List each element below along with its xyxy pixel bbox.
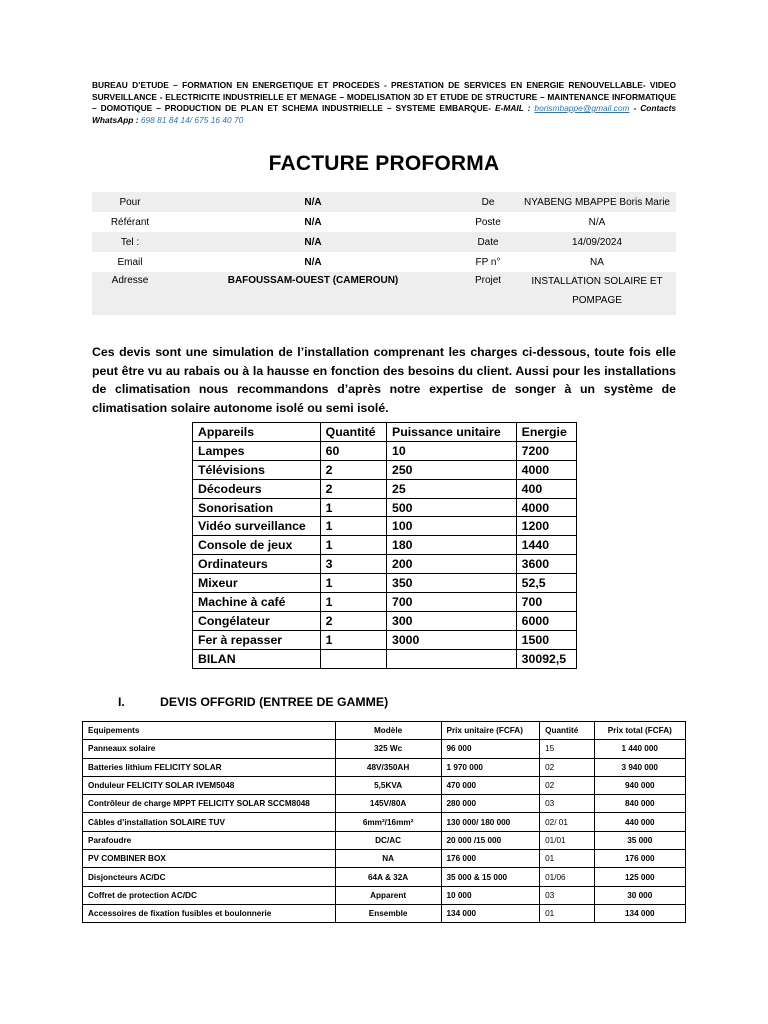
cell-prix-unitaire: 35 000 & 15 000	[441, 868, 540, 886]
devis-table	[82, 721, 686, 923]
projet-value	[518, 272, 676, 315]
cell-energie: 1500	[516, 630, 576, 649]
cell-equipement: Onduleur FELICITY SOLAR IVEM5048	[83, 776, 336, 794]
projet-value-line-1: INSTALLATION SOLAIRE ET	[531, 276, 663, 287]
section-heading	[118, 695, 388, 709]
cell-appareil: Console de jeux	[193, 536, 321, 555]
cell-puissance: 350	[387, 574, 517, 593]
cell-energie: 700	[516, 593, 576, 612]
table-row	[193, 517, 577, 536]
cell-quantite: 1	[320, 574, 386, 593]
company-activities: BUREAU D’ETUDE – FORMATION EN ENERGETIQUE ET PROCEDES - PRESTATION DE SERVICES EN ENERGIE RENOUVELLABLE- VIDEO SURVEILLANCE - ELECTRICITE INDUSTRIELLE ET MENAGE – MODELISATION 3D ET ETUDE DE STRUCTURE – MAINTENANCE INFORMATIQUE – DOMOTIQUE – PRODUCTION DE PLAN ET SCHEMA INDUSTRIELLE – SYSTEME EMBARQUE-	[92, 80, 676, 113]
cell-modele: Ensemble	[335, 904, 441, 922]
table-row	[83, 868, 686, 886]
cell-appareil: Ordinateurs	[193, 555, 321, 574]
cell-quantite: 01/06	[540, 868, 594, 886]
cell-quantite: 1	[320, 536, 386, 555]
appliances-body	[193, 441, 577, 668]
cell-prix-unitaire: 130 000/ 180 000	[441, 813, 540, 831]
cell-equipement: Batteries lithium FELICITY SOLAR	[83, 758, 336, 776]
col-header-prix-total: Prix total (FCFA)	[594, 722, 685, 740]
cell-puissance	[387, 649, 517, 668]
cell-prix-unitaire: 176 000	[441, 850, 540, 868]
email-field-label: Email	[117, 256, 143, 268]
email-link[interactable]: borismbappe@gmail.com	[534, 103, 630, 113]
page-title: FACTURE PROFORMA	[268, 152, 500, 175]
info-table	[92, 192, 676, 315]
cell-appareil: Congélateur	[193, 611, 321, 630]
cell-prix-unitaire: 96 000	[441, 740, 540, 758]
cell-equipement: Coffret de protection AC/DC	[83, 886, 336, 904]
cell-puissance: 500	[387, 498, 517, 517]
pour-label: Pour	[92, 192, 168, 212]
cell-quantite: 03	[540, 795, 594, 813]
cell-quantite: 1	[320, 498, 386, 517]
table-row	[83, 776, 686, 794]
cell-quantite: 1	[320, 517, 386, 536]
date-label: Date	[458, 232, 518, 252]
cell-equipement: Contrôleur de charge MPPT FELICITY SOLAR SCCM8048	[83, 795, 336, 813]
table-row	[193, 555, 577, 574]
table-row	[83, 904, 686, 922]
cell-prix-total: 1 440 000	[594, 740, 685, 758]
cell-puissance: 25	[387, 479, 517, 498]
poste-value: N/A	[588, 216, 606, 228]
cell-equipement: PV COMBINER BOX	[83, 850, 336, 868]
cell-puissance: 100	[387, 517, 517, 536]
cell-equipement: Panneaux solaire	[83, 740, 336, 758]
cell-appareil: Fer à repasser	[193, 630, 321, 649]
referant-value: N/A	[304, 216, 322, 228]
col-header-appareils: Appareils	[193, 423, 321, 442]
intro-paragraph: Ces devis sont une simulation de l’installation comprenant les charges ci-dessous, toute fois elle peut être vu au rabais ou à la hausse en fonction des besoins du client. Aussi pour les installations de climatisation nous recommandons d’après notre expertise de songer à un système de climatisation solaire autonome isolé ou semi isolé.	[92, 345, 676, 415]
tel-value: N/A	[168, 232, 458, 252]
section-number: I.	[118, 695, 125, 709]
cell-prix-total: 840 000	[594, 795, 685, 813]
cell-prix-total: 3 940 000	[594, 758, 685, 776]
cell-puissance: 700	[387, 593, 517, 612]
info-row	[92, 272, 676, 315]
cell-puissance: 10	[387, 441, 517, 460]
cell-equipement: Disjoncteurs AC/DC	[83, 868, 336, 886]
table-row	[193, 649, 577, 668]
cell-energie: 1440	[516, 536, 576, 555]
cell-quantite	[320, 649, 386, 668]
cell-modele: 64A & 32A	[335, 868, 441, 886]
email-label: E-MAIL :	[495, 103, 531, 113]
cell-energie: 400	[516, 479, 576, 498]
company-header	[92, 80, 676, 126]
info-row	[92, 232, 676, 252]
table-header-row	[193, 423, 577, 442]
cell-energie: 3600	[516, 555, 576, 574]
cell-puissance: 200	[387, 555, 517, 574]
cell-puissance: 300	[387, 611, 517, 630]
cell-energie: 30092,5	[516, 649, 576, 668]
cell-puissance: 180	[387, 536, 517, 555]
table-row	[193, 460, 577, 479]
table-row	[193, 593, 577, 612]
table-row	[193, 536, 577, 555]
cell-energie: 52,5	[516, 574, 576, 593]
tel-label: Tel :	[92, 232, 168, 252]
cell-appareil: Machine à café	[193, 593, 321, 612]
cell-prix-unitaire: 134 000	[441, 904, 540, 922]
table-row	[193, 611, 577, 630]
table-row	[193, 630, 577, 649]
contacts-label: - Contacts WhatsApp :	[92, 103, 677, 125]
cell-appareil: Vidéo surveillance	[193, 517, 321, 536]
table-row	[193, 479, 577, 498]
cell-modele: NA	[335, 850, 441, 868]
cell-quantite: 2	[320, 479, 386, 498]
cell-appareil: Télévisions	[193, 460, 321, 479]
cell-appareil: Décodeurs	[193, 479, 321, 498]
col-header-equipements: Equipements	[83, 722, 336, 740]
cell-quantite: 15	[540, 740, 594, 758]
cell-prix-unitaire: 20 000 /15 000	[441, 831, 540, 849]
section-title: DEVIS OFFGRID (ENTREE DE GAMME)	[160, 695, 389, 709]
cell-quantite: 01	[540, 850, 594, 868]
cell-prix-total: 30 000	[594, 886, 685, 904]
cell-quantite: 01	[540, 904, 594, 922]
cell-appareil: Sonorisation	[193, 498, 321, 517]
devis-body	[83, 740, 686, 923]
cell-quantite: 60	[320, 441, 386, 460]
appliances-table	[192, 422, 577, 669]
col-header-prix-unitaire: Prix unitaire (FCFA)	[441, 722, 540, 740]
table-row	[193, 498, 577, 517]
adresse-value: BAFOUSSAM-OUEST (CAMEROUN)	[168, 272, 458, 315]
cell-modele: 145V/80A	[335, 795, 441, 813]
fp-label: FP n°	[475, 256, 501, 268]
cell-quantite: 2	[320, 611, 386, 630]
table-row	[83, 758, 686, 776]
table-row	[83, 813, 686, 831]
fp-value: NA	[590, 256, 604, 268]
cell-prix-total: 134 000	[594, 904, 685, 922]
pour-value: N/A	[168, 192, 458, 212]
cell-quantite: 1	[320, 593, 386, 612]
de-value: NYABENG MBAPPE Boris Marie	[518, 192, 676, 212]
table-row	[193, 574, 577, 593]
cell-equipement: Accessoires de fixation fusibles et boulonnerie	[83, 904, 336, 922]
poste-label: Poste	[475, 216, 501, 228]
table-header-row	[83, 722, 686, 740]
cell-prix-total: 35 000	[594, 831, 685, 849]
cell-modele: 48V/350AH	[335, 758, 441, 776]
projet-value-line-2: POMPAGE	[572, 295, 622, 306]
date-value: 14/09/2024	[518, 232, 676, 252]
cell-modele: 6mm²/16mm²	[335, 813, 441, 831]
table-row	[83, 795, 686, 813]
whatsapp-numbers: 698 81 84 14/ 675 16 40 70	[140, 114, 244, 125]
col-header-quantite: Quantité	[320, 423, 386, 442]
cell-prix-total: 940 000	[594, 776, 685, 794]
info-row	[92, 252, 676, 272]
col-header-energie: Energie	[516, 423, 576, 442]
cell-prix-total: 125 000	[594, 868, 685, 886]
col-header-quantite: Quantité	[540, 722, 594, 740]
adresse-label: Adresse	[92, 272, 168, 315]
cell-puissance: 3000	[387, 630, 517, 649]
cell-quantite: 01/01	[540, 831, 594, 849]
cell-quantite: 2	[320, 460, 386, 479]
cell-prix-total: 440 000	[594, 813, 685, 831]
col-header-puissance: Puissance unitaire	[387, 423, 517, 442]
table-row	[83, 850, 686, 868]
cell-prix-unitaire: 1 970 000	[441, 758, 540, 776]
cell-appareil: Lampes	[193, 441, 321, 460]
cell-quantite: 02	[540, 758, 594, 776]
table-row	[83, 886, 686, 904]
table-row	[83, 831, 686, 849]
de-label: De	[458, 192, 518, 212]
cell-puissance: 250	[387, 460, 517, 479]
cell-prix-unitaire: 470 000	[441, 776, 540, 794]
col-header-modele: Modèle	[335, 722, 441, 740]
cell-equipement: Câbles d’installation SOLAIRE TUV	[83, 813, 336, 831]
cell-quantite: 1	[320, 630, 386, 649]
cell-prix-total: 176 000	[594, 850, 685, 868]
info-row	[92, 192, 676, 212]
referant-label: Référant	[110, 216, 150, 228]
cell-modele: DC/AC	[335, 831, 441, 849]
cell-appareil: BILAN	[193, 649, 321, 668]
email-field-value: N/A	[304, 256, 322, 268]
info-row	[92, 212, 676, 232]
projet-label: Projet	[458, 272, 518, 315]
table-row	[83, 740, 686, 758]
cell-energie: 4000	[516, 460, 576, 479]
cell-quantite: 02	[540, 776, 594, 794]
cell-energie: 7200	[516, 441, 576, 460]
cell-modele: 5,5KVA	[335, 776, 441, 794]
cell-modele: Apparent	[335, 886, 441, 904]
cell-prix-unitaire: 10 000	[441, 886, 540, 904]
cell-prix-unitaire: 280 000	[441, 795, 540, 813]
cell-quantite: 03	[540, 886, 594, 904]
cell-energie: 4000	[516, 498, 576, 517]
cell-quantite: 02/ 01	[540, 813, 594, 831]
cell-equipement: Parafoudre	[83, 831, 336, 849]
cell-appareil: Mixeur	[193, 574, 321, 593]
cell-energie: 1200	[516, 517, 576, 536]
cell-energie: 6000	[516, 611, 576, 630]
table-row	[193, 441, 577, 460]
cell-quantite: 3	[320, 555, 386, 574]
cell-modele: 325 Wc	[335, 740, 441, 758]
